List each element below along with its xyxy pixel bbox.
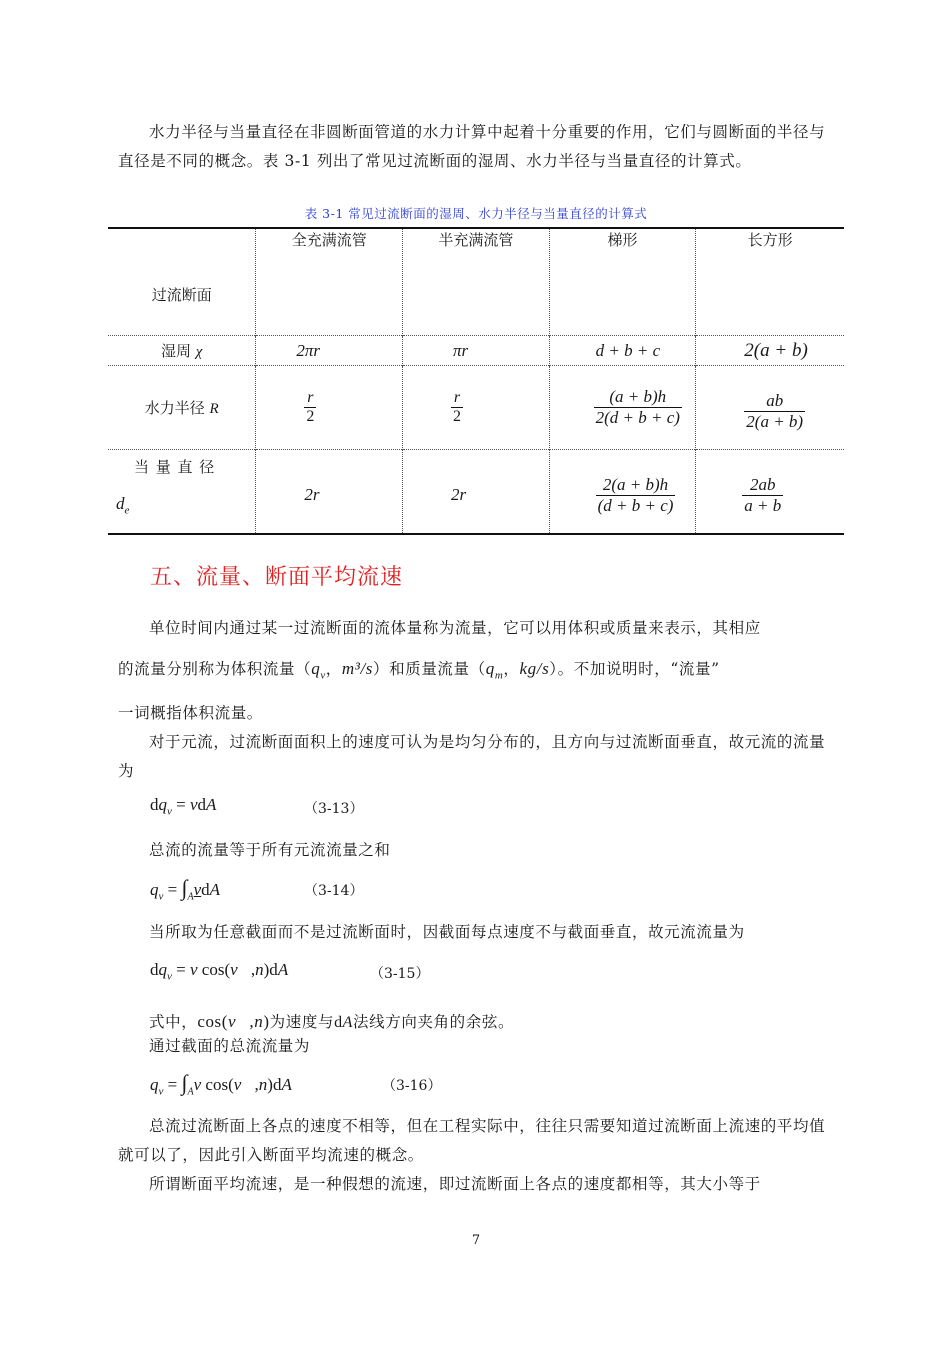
paragraph-2: 对于元流，过流断面面积上的速度可认为是均匀分布的，且方向与过流断面垂直，故元流的流量为 xyxy=(118,733,826,780)
wetted-full: 2πr xyxy=(256,336,403,366)
wetted-label: 湿周 xyxy=(160,342,191,360)
paragraph-4: 当所取为任意截面而不是过流断面时，因截面每点速度不与截面垂直，故元流流量为 xyxy=(149,923,745,941)
col-header-trapezoid: 梯形 xyxy=(549,228,696,336)
col-header-half: 半充满流管 xyxy=(403,228,550,336)
radius-rect-den: 2(a + b) xyxy=(746,412,804,431)
row-header-section: 过流断面 xyxy=(151,285,212,304)
diam-full: 2r xyxy=(256,450,403,534)
paragraph-5: 式中，cos(v⃗,n)为速度与dA法线方向夹角的余弦。 xyxy=(149,1012,515,1031)
diam-rect-num: 2ab xyxy=(742,475,783,496)
radius-label: 水力半径 xyxy=(144,399,205,417)
radius-trapezoid xyxy=(549,366,696,450)
table-header-row xyxy=(108,228,844,336)
equation-3-13: $dq_v$ = vdA xyxy=(150,795,217,818)
paragraph-8: 所谓断面平均流速，是一种假想的流速，即过流断面上各点的速度都相等，其大小等于 xyxy=(149,1175,761,1193)
diam-rectangle xyxy=(696,450,844,534)
paragraph-6: 通过截面的总流流量为 xyxy=(149,1037,311,1055)
paragraph-7: 总流过流断面上各点的速度不相等，但在工程实际中，往往只需要知道过流断面上流速的平均值就可以了，因此引入断面平均流速的概念。 xyxy=(118,1117,826,1164)
wetted-label-cell xyxy=(108,336,256,366)
diam-trap-den: (d + b + c) xyxy=(597,495,674,515)
equation-3-16-number: （3-16） xyxy=(382,1078,442,1094)
radius-full xyxy=(256,366,403,450)
diam-label-cell xyxy=(108,450,256,534)
radius-full-den: 2 xyxy=(306,408,315,425)
diam-rect-den: a + b xyxy=(744,495,782,515)
equation-3-14-number: （3-14） xyxy=(304,883,364,899)
radius-full-num: r xyxy=(304,389,316,408)
radius-trap-num: (a + b)h xyxy=(594,387,682,408)
table-row-diameter xyxy=(108,450,844,534)
radius-half-num: r xyxy=(451,389,463,408)
radius-rect-num: ab xyxy=(744,391,805,412)
equation-3-15-number: （3-15） xyxy=(370,966,430,982)
equation-3-14: $q_v = \int_AvdA$ xyxy=(150,875,221,903)
diam-trap-num: 2(a + b)h xyxy=(596,475,676,496)
table-row-wetted xyxy=(108,336,844,366)
col-header-rectangle: 长方形 xyxy=(696,228,844,336)
intro-paragraph: 水力半径与当量直径在非圆断面管道的水力计算中起着十分重要的作用，它们与圆断面的半径与直径是不同的概念。表 3-1 列出了常见过流断面的湿周、水力半径与当量直径的计算式。 xyxy=(118,123,826,170)
radius-rectangle xyxy=(696,366,844,450)
p1-line3: 一词概指体积流量。 xyxy=(118,704,263,722)
paragraph-3: 总流的流量等于所有元流流量之和 xyxy=(149,841,391,859)
diam-trapezoid xyxy=(549,450,696,534)
table-row-radius xyxy=(108,366,844,450)
wetted-trapezoid: d + b + c xyxy=(549,336,696,366)
wetted-symbol: χ xyxy=(195,344,203,360)
col-header-full: 全充满流管 xyxy=(256,228,403,336)
diam-label: 当 量 直 径 xyxy=(134,458,216,476)
table-caption: 表 3-1 常见过流断面的湿周、水力半径与当量直径的计算式 xyxy=(304,206,648,221)
equation-3-15: $dq_v = v$ cos(v⃗,n)dA xyxy=(150,960,289,983)
page-number: 7 xyxy=(471,1233,481,1248)
radius-label-cell xyxy=(108,366,256,450)
equation-3-13-number: （3-13） xyxy=(304,801,364,817)
radius-symbol: R xyxy=(209,401,219,417)
equation-3-16: $q_v = \int_Av$ cos(v⃗,n)dA xyxy=(150,1070,292,1098)
p1-line2: 的流量分别称为体积流量（$q_v$，m³/s）和质量流量（$q_m$，kg/s）。不加说明时，“流量” xyxy=(118,659,720,682)
wetted-half: πr xyxy=(403,336,550,366)
radius-trap-den: 2(d + b + c) xyxy=(595,408,680,427)
section-title: 五、流量、断面平均流速 xyxy=(150,565,404,590)
radius-half xyxy=(403,366,550,450)
p1-line1: 单位时间内通过某一过流断面的流体量称为流量，它可以用体积或质量来表示，其相应 xyxy=(149,619,761,637)
radius-half-den: 2 xyxy=(453,408,462,425)
diam-half: 2r xyxy=(403,450,550,534)
wetted-rectangle: 2(a + b) xyxy=(696,336,844,366)
formula-table xyxy=(108,227,844,535)
diam-symbol: $d_e$ xyxy=(116,494,130,517)
